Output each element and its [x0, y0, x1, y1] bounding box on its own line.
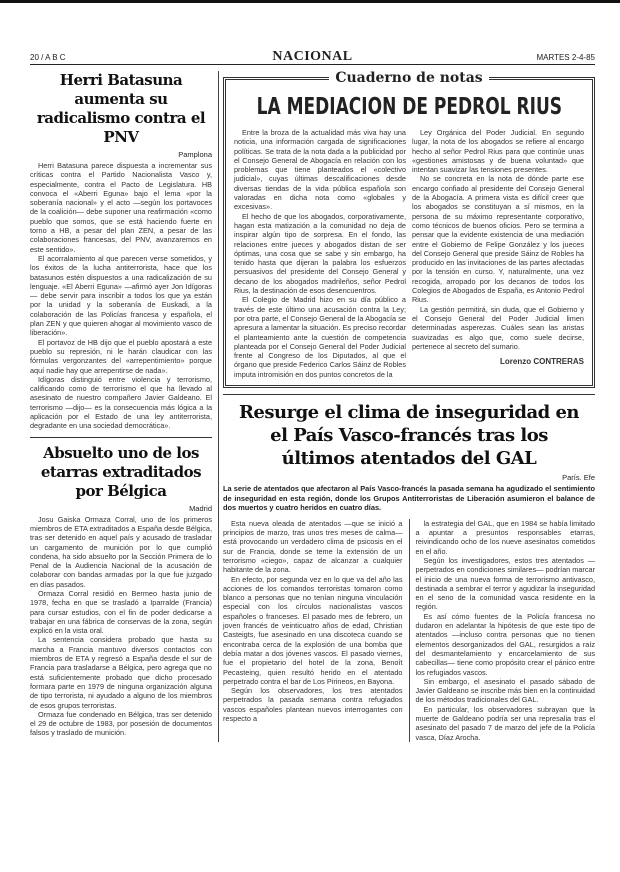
divider: [223, 394, 595, 395]
paragraph: Josu Gaiska Ormaza Corral, uno de los primeros miembros de ETA extraditados a España desde Bélgica, tras ser detenido en aquel país y acusado de trasladar un cargamento de munición por lo que cumplió condena, ha sido absuelto por la Sección Primera de lo Penal de la Audiencia Nacional de la acusación de colaborar con bandas armadas por la que fue juzgado en días pasados.: [30, 514, 212, 589]
divider: [30, 437, 212, 438]
box-headline-wrap: [234, 92, 584, 122]
issue-date: MARTES 2-4-85: [536, 53, 595, 62]
box-label: Cuaderno de notas: [329, 70, 488, 86]
left-column: [30, 71, 216, 738]
article-headline: Absuelto uno de los etarras extraditados por Bélgica: [40, 443, 202, 500]
paragraph: Es así cómo fuentes de la Policía francesa no dudaron en adelantar la hipótesis de que este tipo de atentados —incluso contra personas que no tienen elementos desorganizados del GAL, resurgidos a raíz del desmantelamiento y encarcelamiento de sus cabecillas— tiene como propósito crear el pánico entre los refugiados vascos.: [415, 611, 595, 677]
box-column-2: [412, 128, 584, 379]
paragraph: La gestión permitirá, sin duda, que el Gobierno y el Consejo General del Poder Judicial limen determinadas asperezas. Cuáles sean las aristas suavizadas es algo que, como suele decirse, pertenece al secreto del sumario.: [412, 304, 584, 351]
paragraph: La sentencia considera probado que hasta su marcha a Francia mantuvo diversos contactos con miembros de ETA y regresó a España desde el sur de Francia para trasladarse a Bélgica, pero agrega que no está suficientemente probado que dicho procesado formara parte en 1979 de ninguna organización alguna de tipo terrorista, ni ayudado a alguno de los miembros de esos grupos terroristas.: [30, 635, 212, 710]
author-signature: Lorenzo CONTRERAS: [500, 357, 584, 367]
paragraph: Entre la broza de la actualidad más viva hay una noticia, una información cargada de significaciones políticas. Se trata de la nota dada a la publicidad por el Consejo General de Abogacía en relación con los problemas que tiene planteados el «colectivo judicial», cuyas últimas descalificaciones desde diversas tiendas de la vida pública española son valoradas en dicha nota como «globales y excesivas».: [234, 128, 406, 212]
paragraph: la estrategia del GAL, que en 1984 se había limitado a apuntar a presuntos responsables etarras, reivindicando ocho de los nueve asesinatos cometidos en el año.: [415, 518, 595, 556]
paragraph: Sin embargo, el asesinato el pasado sábado de Javier Galdeano se inscribe más bien en la continuidad de los métodos tradicionales del GAL.: [415, 676, 595, 705]
article-headline: Resurge el clima de inseguridad en el País Vasco-francés tras los últimos atentados del GAL: [238, 402, 580, 470]
paragraph: Según los observadores, los tres atentados perpetrados la pasada semana contra refugiados vascos españoles plantean nuevos interrogantes con respecto a: [223, 686, 403, 724]
box-label-wrap: [234, 70, 584, 86]
paragraph: Ormaza fue condenado en Bélgica, tras ser detenido el 29 de octubre de 1983, por posesión de documentos falsos y traslado de munición.: [30, 709, 212, 738]
article-body: [30, 515, 212, 738]
paragraph: El acorralamiento al que parecen verse sometidos, y los éxitos de la lucha antiterrorista, hace que los batasunos estén dispuestos a una radicalización de su lenguaje. «El Aberri Eguna» —afirmó ayer Jon Idígoras— debe servir para inscribir a todos los que ya están por la unidad y la soberanía de Euskadi, a la colaboración de las Policías francesa y española, el plan ZEN y que quieren ahogar al movimiento vasco de liberación».: [30, 253, 212, 338]
article-headline: Herri Batasuna aumenta su radicalismo contra el PNV: [36, 71, 206, 146]
article-dateline: Pamplona: [178, 150, 212, 159]
paragraph: El hecho de que los abogados, corporativamente, hagan esta matización a la comunidad no deja de inspirar algún tipo de sorpresa. En el fondo, las relaciones entre jueces y abogados distan de ser óptimas, una cosa que se sabe y sin embargo, ha tenido hasta que dijeran la palabra los esfuerzos persuasivos del presidente del Consejo General y decano de los abogados madrileños, señor Pedrol Rius, la destinación de esos desencuentros.: [234, 211, 406, 296]
paragraph: Esta nueva oleada de atentados —que se inició a principios de marzo, tras unos tres meses de calma— está provocando un verdadero clima de psicosis en el sur de Francia, donde se teme la extensión de un terrorismo «ciego», capaz de alcanzar a cualquier habitante de la zona.: [223, 518, 403, 575]
paragraph: El Colegio de Madrid hizo en su día público a través de este último una acusación contra la Ley; por otra parte, el Consejo General de la Abogacía se apresura a lamentar la situación. Es preciso recordar el planteamiento ante la cuestión de competencia planteada por el Consejo General del Poder Judicial frente al Congreso de los Diputados, al que el órgano que preside Federico Carlos Sáinz de Robles imputa intromisión en dos puntos concretos de la: [234, 295, 406, 379]
article-dateline: Madrid: [189, 503, 212, 513]
paragraph: No se concreta en la nota de dónde parte ese encargo confiado al presidente del Consejo General de la Abogacía. A primera vista es difícil creer que los abogados se constituyan a sí mismos, en la persona de su máximo representante corporativo, como técnicos de buenos oficios. Pero se termina a pensar que la evidente existencia de una mediación entre el Gobierno de Felipe González y los jueces del Consejo General que preside Sáinz de Robles ha producido en las invitaciones de las partes afectadas por la tensión en curso. Y, naturalmente, una vez recogida, arropado por los decanos de todos los Colegios de Abogados de España, es Antonio Pedrol Rius.: [412, 174, 584, 305]
paragraph: Idígoras distinguió entre violencia y terrorismo, calificando como de terrorismo el que ha llevado al asesinato de nuestro compañero Javier Galdeano. El terrorismo —dijo— es la consecuencia más lógica a la aplicación por el Estado de una ley antiterrorista, degradante en una sociedad democrática».: [30, 374, 212, 431]
box-columns: [234, 128, 584, 379]
column-rule: [409, 519, 410, 742]
paragraph: Ley Orgánica del Poder Judicial. En segundo lugar, la nota de los abogados se refiere al encargo hecho al señor Pedrol Rius para que continúe unas «gestiones amistosas y de buena voluntad» que intentan suavizar las tensiones presentes.: [412, 128, 584, 175]
article-column-1: [223, 519, 403, 742]
paragraph: Herri Batasuna parece dispuesta a incrementar sus críticas contra el Partido Nacionalista Vasco y, especialmente, contra el Pacto de Legislatura. HB convoca el «Aberri Eguna» bajo el lema «por la soberanía nacional» y el acto —según los portavoces de la coalición— debe suponer una reafirmación «como pueblo que somos, que se está haciendo fuerte en torno a HB, a pesar del plan ZEN, a pesar de las colaboraciones francesas, del PNV, avanzaremos en este sentido».: [30, 161, 212, 254]
column-rule: [218, 71, 219, 742]
article-columns: [223, 519, 595, 742]
paragraph: Ormaza Corral residió en Bermeo hasta junio de 1978, fecha en que se trasladó a Iparralde (Francia) para cursar estudios, con el fin de poder dedicarse a trabajar en una fábrica de conservas de la zona, según explicó en la vista oral.: [30, 588, 212, 636]
paragraph: En efecto, por segunda vez en lo que va del año las acciones de los comandos terroristas tomaron como blanco a personas que no tenían ninguna vinculación especial con los círculos nacionalistas vascos españoles o franceses. El pasado mes de febrero, un joven francés de veinticuatro años de edad, Christian Casteigts, fue asesinado en una discoteca cuando se encontraba cerca de la explosión de una bomba que debía matar a dos jóvenes vascos. El pasado viernes, fue el propietario del hotel de la zona, Benoît Pecasteing, quien resultó herido en el atentado perpetrado contra el bar de Los Pirineos, en Bayona.: [223, 574, 403, 686]
article-column-2: [416, 519, 596, 742]
page-number: 20 / A B C: [30, 53, 66, 62]
box-headline: LA MEDIACION DE PEDROL RIUS: [256, 94, 562, 120]
cuaderno-box: [223, 70, 595, 388]
section-title: NACIONAL: [272, 49, 353, 64]
paragraph: El portavoz de HB dijo que el pueblo apostará a este pueblo su represión, ni le harán claudicar con las fórmulas vergonzantes del «arrepentimiento» porque aquí nadie hay que arrepentirse de nada».: [30, 337, 212, 375]
paragraph: Según los investigadores, estos tres atentados —perpetrados en condiciones similares— podrían marcar el inicio de una nueva forma de terrorismo antivasco, destinada a sembrar el terror y agudizar la inseguridad en el seno de la comunidad vasca residente en la región.: [415, 555, 595, 612]
box-column-1: [234, 128, 406, 379]
page-header: [30, 49, 595, 65]
article-dateline: París. Efe: [562, 473, 595, 483]
paragraph: En particular, los observadores subrayan que la muerte de Galdeano podría ser una represalia tras el asesinato del pasado 7 de marzo del jefe de la Policía vasca, Díaz Arocha.: [415, 704, 595, 742]
article-lead: La serie de atentados que afectaron al País Vasco-francés la pasada semana ha agudizado el sentimiento de inseguridad en esta región, donde los Grupos Antiterroristas de Liberación asumieron el balance de dos muertos y cuatro heridos en cuatro días.: [223, 484, 595, 513]
article-body: [30, 161, 212, 431]
page-columns: [30, 71, 595, 742]
page-top-border: [0, 0, 620, 3]
right-column: [223, 71, 595, 742]
